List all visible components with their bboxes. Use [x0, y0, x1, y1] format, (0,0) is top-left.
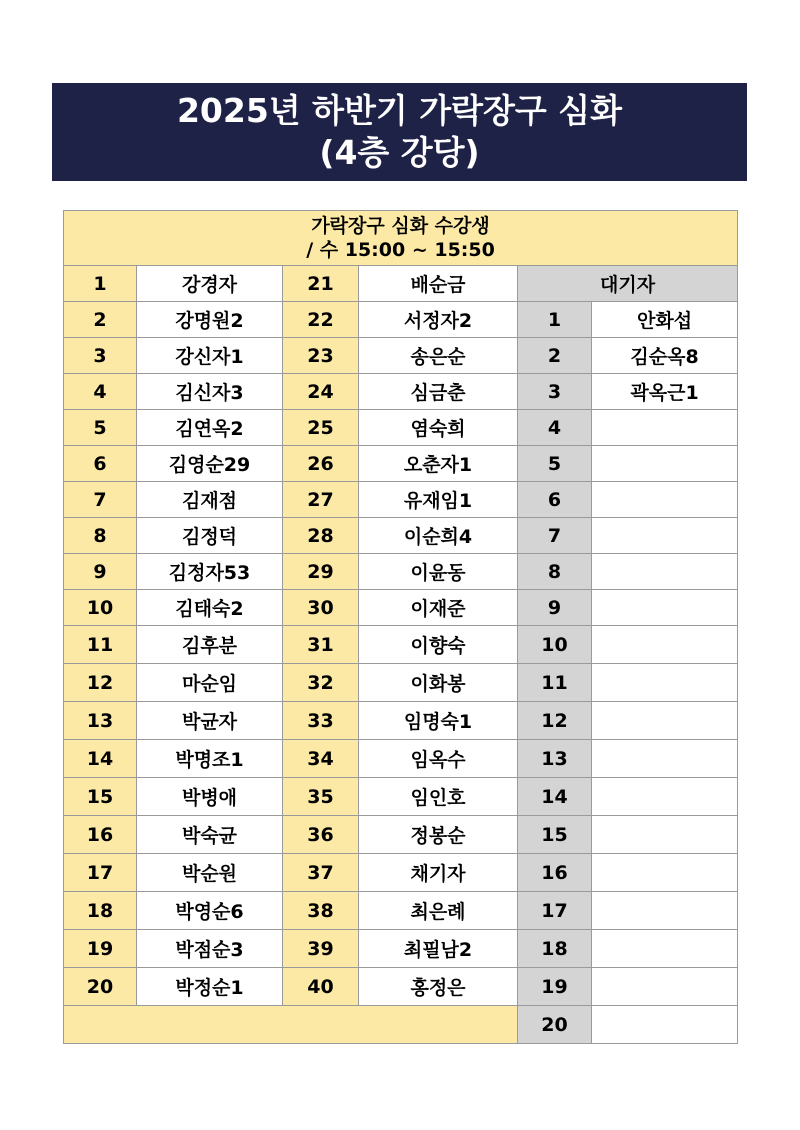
student-number: 5: [64, 410, 137, 446]
student-name: 박병애: [137, 778, 283, 816]
waitlist-name: [592, 892, 738, 930]
waitlist-name: [592, 664, 738, 702]
table-header: [64, 211, 738, 266]
student-number: 15: [64, 778, 137, 816]
student-name: 임인호: [359, 778, 518, 816]
waitlist-name: [592, 1006, 738, 1044]
student-number: 9: [64, 554, 137, 590]
student-name: 김정자53: [137, 554, 283, 590]
table-row: [64, 664, 738, 702]
table-row: [64, 854, 738, 892]
waitlist-name: [592, 930, 738, 968]
table-header-line-2: / 수 15:00 ~ 15:50: [306, 239, 495, 261]
waitlist-name: 안화섭: [592, 302, 738, 338]
student-name: 박숙균: [137, 816, 283, 854]
student-name: 박순원: [137, 854, 283, 892]
student-number: 26: [283, 446, 359, 482]
student-name: 이향숙: [359, 626, 518, 664]
student-number: 1: [64, 266, 137, 302]
student-number: 12: [64, 664, 137, 702]
student-name: 김연옥2: [137, 410, 283, 446]
student-name: 강명원2: [137, 302, 283, 338]
table-row: [64, 482, 738, 518]
student-name: 김태숙2: [137, 590, 283, 626]
student-number: 14: [64, 740, 137, 778]
student-number: 37: [283, 854, 359, 892]
student-number: 20: [64, 968, 137, 1006]
empty-cell: [64, 1006, 518, 1044]
table-row: [64, 1006, 738, 1044]
student-name: 마순임: [137, 664, 283, 702]
waitlist-number: 9: [518, 590, 592, 626]
waitlist-number: 11: [518, 664, 592, 702]
table-row: [64, 626, 738, 664]
student-name: 강신자1: [137, 338, 283, 374]
student-number: 17: [64, 854, 137, 892]
table-row: [64, 740, 738, 778]
student-number: 6: [64, 446, 137, 482]
waitlist-name: [592, 778, 738, 816]
table-row: [64, 374, 738, 410]
table-row: [64, 816, 738, 854]
student-number: 27: [283, 482, 359, 518]
student-number: 34: [283, 740, 359, 778]
waitlist-number: 8: [518, 554, 592, 590]
waitlist-number: 15: [518, 816, 592, 854]
waitlist-number: 14: [518, 778, 592, 816]
student-name: 정봉순: [359, 816, 518, 854]
student-name: 김신자3: [137, 374, 283, 410]
student-name: 박균자: [137, 702, 283, 740]
waitlist-number: 13: [518, 740, 592, 778]
waitlist-name: [592, 816, 738, 854]
table-row: [64, 778, 738, 816]
table-row: [64, 518, 738, 554]
waitlist-name: [592, 740, 738, 778]
student-number: 35: [283, 778, 359, 816]
student-name: 이윤동: [359, 554, 518, 590]
waitlist-number: 1: [518, 302, 592, 338]
waitlist-number: 6: [518, 482, 592, 518]
waitlist-number: 3: [518, 374, 592, 410]
student-number: 2: [64, 302, 137, 338]
student-number: 19: [64, 930, 137, 968]
waitlist-number: 10: [518, 626, 592, 664]
student-number: 36: [283, 816, 359, 854]
waitlist-name: [592, 626, 738, 664]
student-number: 22: [283, 302, 359, 338]
roster-table: [63, 210, 738, 1044]
student-name: 박명조1: [137, 740, 283, 778]
student-name: 김후분: [137, 626, 283, 664]
student-name: 채기자: [359, 854, 518, 892]
student-name: 최필남2: [359, 930, 518, 968]
student-number: 4: [64, 374, 137, 410]
student-number: 3: [64, 338, 137, 374]
student-name: 송은순: [359, 338, 518, 374]
student-name: 임옥수: [359, 740, 518, 778]
page-title: [52, 83, 747, 181]
waitlist-number: 5: [518, 446, 592, 482]
student-number: 28: [283, 518, 359, 554]
table-row: [64, 446, 738, 482]
student-number: 39: [283, 930, 359, 968]
waitlist-number: 18: [518, 930, 592, 968]
waitlist-header: 대기자: [518, 266, 738, 302]
waitlist-name: 김순옥8: [592, 338, 738, 374]
student-name: 배순금: [359, 266, 518, 302]
student-name: 오춘자1: [359, 446, 518, 482]
waitlist-number: 20: [518, 1006, 592, 1044]
waitlist-number: 2: [518, 338, 592, 374]
waitlist-name: 곽옥근1: [592, 374, 738, 410]
student-name: 최은례: [359, 892, 518, 930]
waitlist-number: 4: [518, 410, 592, 446]
student-number: 38: [283, 892, 359, 930]
student-name: 박영순6: [137, 892, 283, 930]
student-number: 10: [64, 590, 137, 626]
student-name: 심금춘: [359, 374, 518, 410]
student-number: 31: [283, 626, 359, 664]
table-row: [64, 930, 738, 968]
student-name: 김정덕: [137, 518, 283, 554]
waitlist-name: [592, 702, 738, 740]
waitlist-name: [592, 446, 738, 482]
table-row: [64, 968, 738, 1006]
student-name: 홍정은: [359, 968, 518, 1006]
student-number: 29: [283, 554, 359, 590]
student-name: 김영순29: [137, 446, 283, 482]
table-row: [64, 554, 738, 590]
table-row: [64, 302, 738, 338]
waitlist-number: 7: [518, 518, 592, 554]
student-number: 7: [64, 482, 137, 518]
student-name: 박점순3: [137, 930, 283, 968]
page-title-line-2: (4층 강당): [319, 133, 480, 172]
waitlist-number: 16: [518, 854, 592, 892]
student-number: 33: [283, 702, 359, 740]
student-name: 박정순1: [137, 968, 283, 1006]
student-name: 이순희4: [359, 518, 518, 554]
student-name: 이화봉: [359, 664, 518, 702]
student-number: 21: [283, 266, 359, 302]
waitlist-name: [592, 854, 738, 892]
student-number: 18: [64, 892, 137, 930]
student-number: 16: [64, 816, 137, 854]
waitlist-name: [592, 410, 738, 446]
page-title-line-1: 2025년 하반기 가락장구 심화: [176, 91, 623, 130]
student-number: 8: [64, 518, 137, 554]
student-number: 13: [64, 702, 137, 740]
table-row: [64, 266, 738, 302]
table-row: [64, 892, 738, 930]
student-number: 24: [283, 374, 359, 410]
waitlist-name: [592, 590, 738, 626]
waitlist-number: 19: [518, 968, 592, 1006]
student-name: 서정자2: [359, 302, 518, 338]
waitlist-name: [592, 482, 738, 518]
student-number: 30: [283, 590, 359, 626]
waitlist-name: [592, 518, 738, 554]
waitlist-number: 17: [518, 892, 592, 930]
waitlist-number: 12: [518, 702, 592, 740]
student-number: 11: [64, 626, 137, 664]
student-name: 강경자: [137, 266, 283, 302]
student-number: 23: [283, 338, 359, 374]
table-row: [64, 702, 738, 740]
waitlist-name: [592, 968, 738, 1006]
student-number: 25: [283, 410, 359, 446]
student-name: 김재점: [137, 482, 283, 518]
student-number: 40: [283, 968, 359, 1006]
student-name: 이재준: [359, 590, 518, 626]
table-row: [64, 410, 738, 446]
table-row: [64, 338, 738, 374]
student-name: 임명숙1: [359, 702, 518, 740]
student-number: 32: [283, 664, 359, 702]
student-name: 염숙희: [359, 410, 518, 446]
student-name: 유재임1: [359, 482, 518, 518]
waitlist-name: [592, 554, 738, 590]
table-row: [64, 590, 738, 626]
table-header-line-1: 가락장구 심화 수강생: [311, 215, 490, 237]
